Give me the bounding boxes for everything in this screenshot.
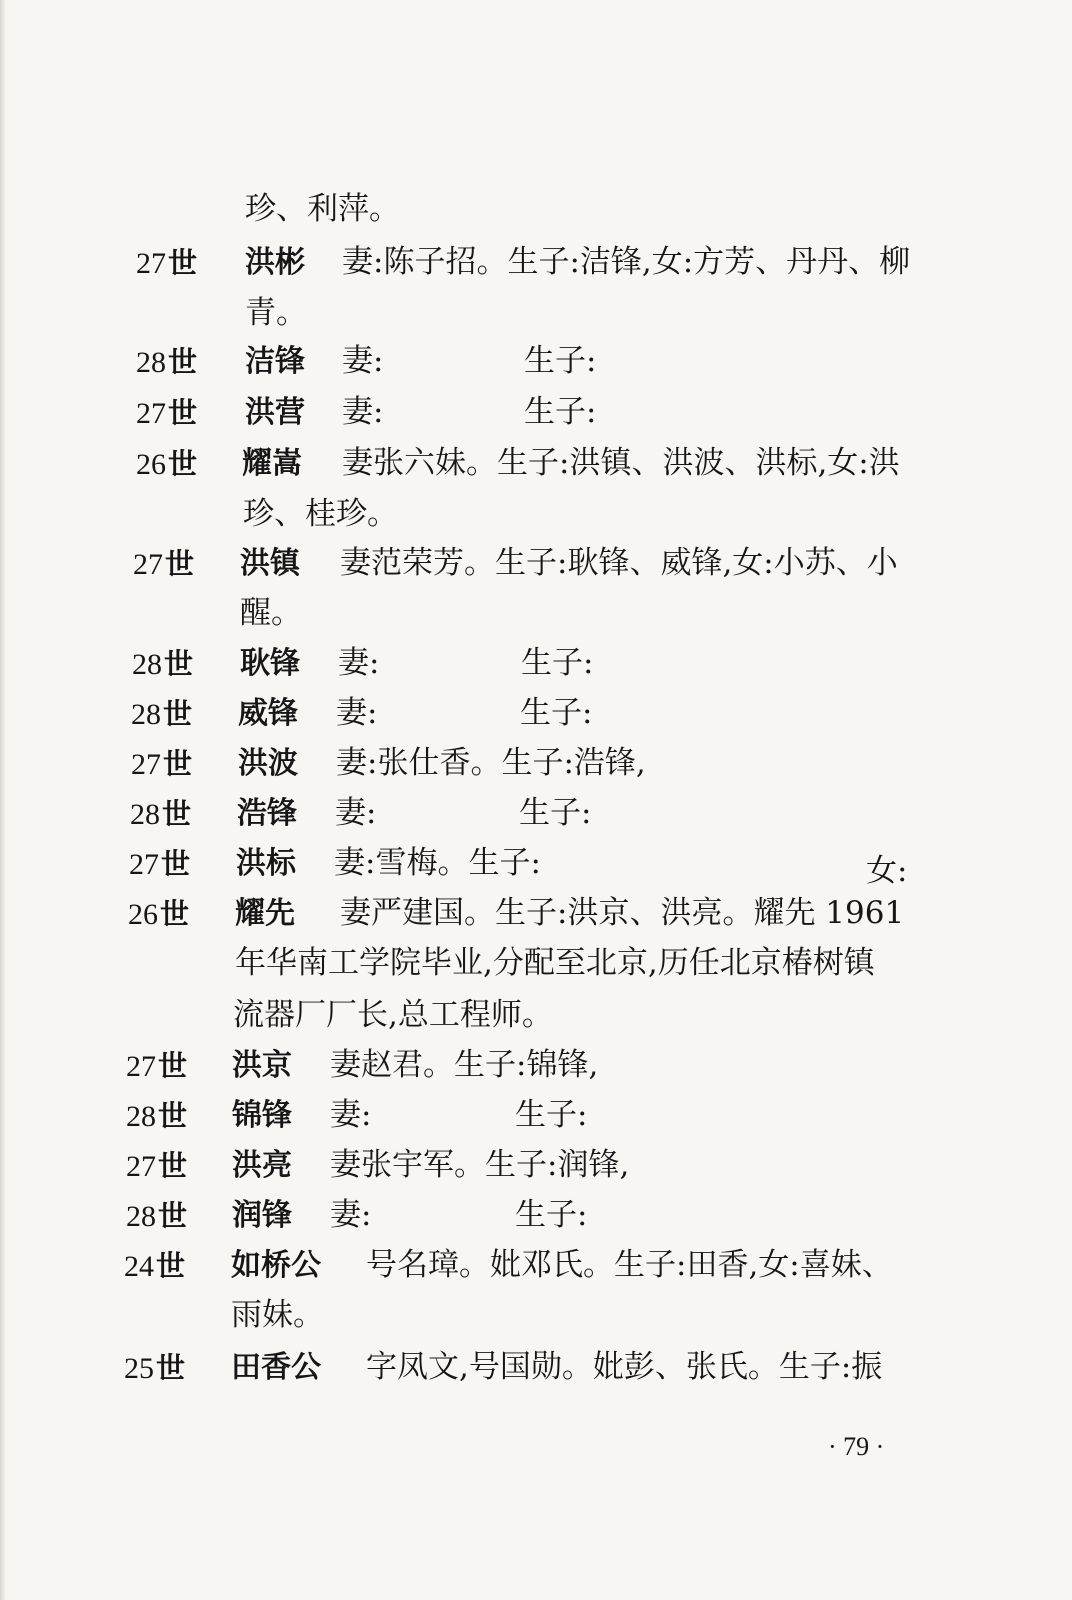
entry-text: 妻严建国。生子:洪京、洪亮。耀先 1961 <box>340 895 905 931</box>
generation-label: 28世 <box>130 797 192 831</box>
entry-text: 妻张六妹。生子:洪镇、洪波、洪标,女:洪 <box>342 445 900 481</box>
generation-label: 25世 <box>124 1351 186 1385</box>
page-number: · 79 · <box>828 1432 885 1461</box>
person-name: 锦锋 <box>232 1098 292 1133</box>
wife-field: 妻: <box>342 343 384 379</box>
generation-label: 28世 <box>136 345 198 379</box>
person-name: 洪彬 <box>245 245 305 280</box>
person-name: 耀先 <box>235 896 295 931</box>
sons-field: 生子: <box>515 1197 588 1233</box>
person-name: 洪标 <box>236 846 296 881</box>
generation-label: 28世 <box>131 697 193 731</box>
continuation-text: 流器厂厂长,总工程师。 <box>233 997 553 1033</box>
sons-field: 生子: <box>519 795 592 831</box>
person-name: 耿锋 <box>240 646 300 681</box>
wife-field: 妻: <box>338 645 380 681</box>
person-name: 洪营 <box>245 395 305 430</box>
entry-text: 妻:雪梅。生子: <box>334 845 541 881</box>
entry-text: 号名璋。妣邓氏。生子:田香,女:喜妹、 <box>366 1247 893 1283</box>
person-name: 润锋 <box>232 1198 292 1233</box>
generation-label: 27世 <box>133 547 195 581</box>
continuation-text: 年华南工学院毕业,分配至北京,历任北京椿树镇 <box>235 945 875 981</box>
wife-field: 妻: <box>330 1197 372 1233</box>
wife-field: 妻: <box>342 394 384 430</box>
person-name: 如桥公 <box>231 1248 321 1283</box>
wife-field: 妻: <box>335 795 377 831</box>
continuation-text: 雨妹。 <box>231 1297 324 1333</box>
continuation-text: 青。 <box>245 295 307 331</box>
generation-label: 27世 <box>136 396 198 430</box>
generation-label: 24世 <box>124 1249 186 1283</box>
generation-label: 27世 <box>131 747 193 781</box>
sons-field: 生子: <box>515 1097 588 1133</box>
generation-label: 28世 <box>132 647 194 681</box>
person-name: 威锋 <box>238 696 298 731</box>
page-edge-shadow <box>0 0 6 1600</box>
wife-field: 妻: <box>336 695 378 731</box>
sons-field: 生子: <box>521 645 594 681</box>
daughters-field: 女: <box>866 853 908 889</box>
generation-label: 28世 <box>126 1199 188 1233</box>
entry-text: 妻赵君。生子:锦锋, <box>330 1047 599 1083</box>
generation-label: 26世 <box>128 897 190 931</box>
wife-field: 妻: <box>330 1097 372 1133</box>
person-name: 洁锋 <box>245 344 305 379</box>
entry-text: 妻:陈子招。生子:洁锋,女:方芳、丹丹、柳 <box>342 244 911 280</box>
person-name: 田香公 <box>231 1350 321 1385</box>
sons-field: 生子: <box>524 343 597 379</box>
person-name: 耀嵩 <box>242 446 302 481</box>
continuation-text: 珍、利萍。 <box>245 191 400 227</box>
person-name: 洪亮 <box>232 1148 292 1183</box>
entry-text: 字凤文,号国勋。妣彭、张氏。生子:振 <box>366 1349 883 1385</box>
sons-field: 生子: <box>520 695 593 731</box>
person-name: 浩锋 <box>237 796 297 831</box>
generation-label: 27世 <box>126 1049 188 1083</box>
entry-text: 妻张宇军。生子:润锋, <box>330 1147 630 1183</box>
generation-label: 26世 <box>136 447 198 481</box>
person-name: 洪波 <box>238 746 298 781</box>
continuation-text: 珍、桂珍。 <box>243 496 398 532</box>
sons-field: 生子: <box>524 394 597 430</box>
generation-label: 27世 <box>136 246 198 280</box>
entry-text: 妻范荣芳。生子:耿锋、威锋,女:小苏、小 <box>340 545 898 581</box>
generation-label: 27世 <box>129 847 191 881</box>
person-name: 洪京 <box>232 1048 292 1083</box>
generation-label: 28世 <box>126 1099 188 1133</box>
continuation-text: 醒。 <box>240 595 302 631</box>
entry-text: 妻:张仕香。生子:浩锋, <box>336 745 646 781</box>
generation-label: 27世 <box>126 1149 188 1183</box>
person-name: 洪镇 <box>240 546 300 581</box>
